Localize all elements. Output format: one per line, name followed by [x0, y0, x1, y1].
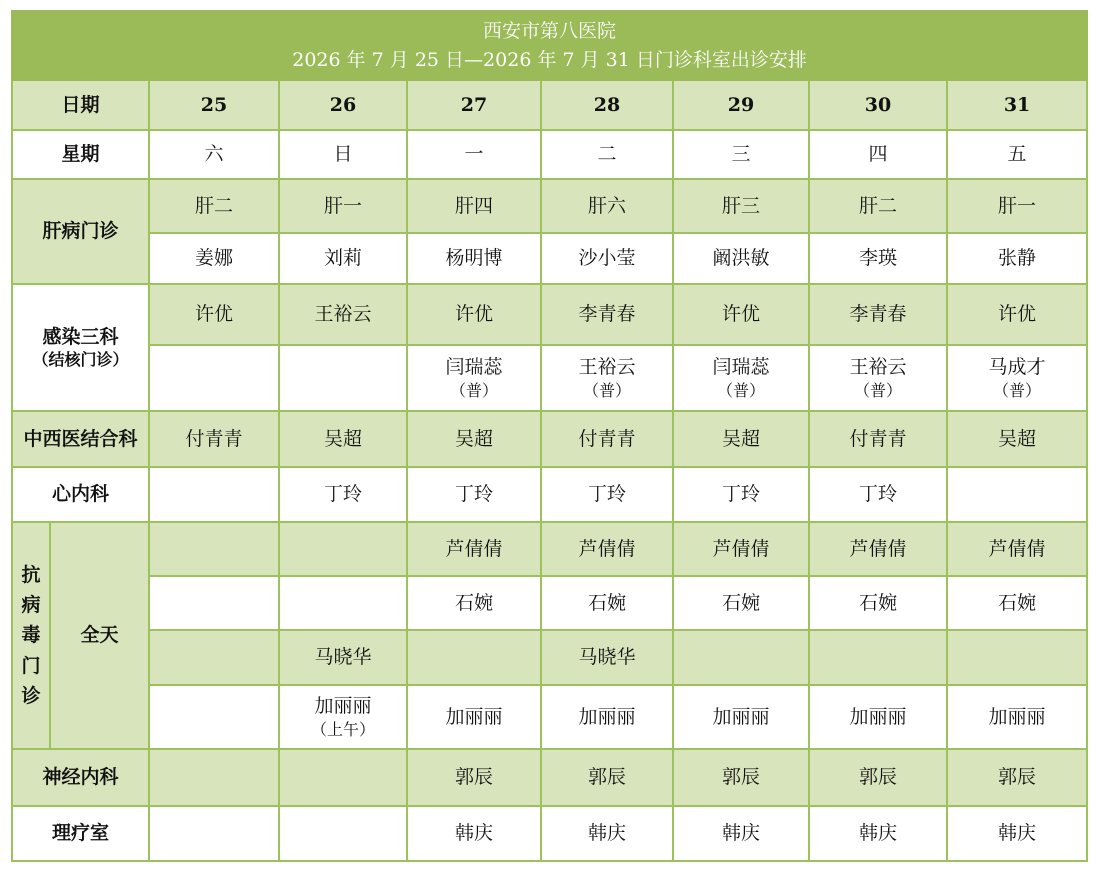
antiviral-doctor-cell: [673, 685, 809, 749]
liver-room-cell: [407, 179, 541, 233]
weekday-label: 星期: [12, 130, 149, 179]
date-cell: [809, 80, 947, 130]
integrative-doctor-cell: [279, 411, 407, 467]
antiviral-doctor-cell: [809, 576, 947, 630]
infection-doctor-cell-note: （普）: [449, 380, 498, 400]
weekday-cell: [279, 130, 407, 179]
dept-neurology: 神经内科: [12, 749, 149, 806]
antiviral-doctor-cell: [947, 522, 1087, 576]
antiviral-doctor-cell: [809, 630, 947, 685]
infection-doctor-cell-text: 许优: [998, 303, 1037, 326]
integrative-doctor-cell: [149, 411, 279, 467]
weekday-cell-text: 三: [731, 143, 751, 166]
integrative-doctor-cell-text: 吴超: [721, 427, 760, 450]
neuro-doctor-cell: [407, 749, 541, 806]
infection-doctor-cell-text: 闫瑞蕊: [712, 356, 770, 378]
antiviral-doctor-cell-text: 加丽丽: [712, 705, 770, 728]
antiviral-doctor-cell: [279, 685, 407, 749]
dept-antiviral-clinic: [12, 522, 50, 749]
infection-doctor-cell: [947, 284, 1087, 345]
liver-doctor-cell-text: 张静: [998, 247, 1037, 270]
page-title: [12, 11, 1087, 80]
antiviral-doctor-cell-text: 马晓华: [314, 646, 372, 669]
neuro-doctor-cell-text: 郭辰: [998, 766, 1037, 789]
neuro-doctor-cell: [279, 749, 407, 806]
antiviral-doctor-cell-text: 石婉: [858, 591, 897, 614]
infection-doctor-cell-text: 王裕云: [314, 303, 372, 326]
infection-doctor-cell: [541, 345, 673, 411]
dept-integrative-medicine: 中西医结合科: [12, 411, 149, 467]
neuro-doctor-cell: [947, 749, 1087, 806]
infection-doctor-cell: [673, 284, 809, 345]
weekday-cell: [947, 130, 1087, 179]
infection-doctor-cell: [407, 284, 541, 345]
weekday-cell: [149, 130, 279, 179]
cardio-doctor-cell-text: 丁玲: [587, 483, 626, 506]
physio-doctor-cell: [673, 806, 809, 861]
neuro-doctor-cell: [809, 749, 947, 806]
liver-doctor-cell: [541, 233, 673, 284]
cardio-doctor-cell: [947, 467, 1087, 522]
integrative-doctor-cell-text: 付青青: [185, 427, 243, 450]
hospital-name: 西安市第八医院: [483, 20, 617, 42]
date-cell: [407, 80, 541, 130]
neuro-doctor-cell-text: 郭辰: [454, 766, 493, 789]
integrative-doctor-cell: [541, 411, 673, 467]
date-label: 日期: [12, 80, 149, 130]
integrative-doctor-cell-text: 吴超: [998, 427, 1037, 450]
infection-doctor-cell-text: 闫瑞蕊: [445, 356, 503, 378]
date-cell: [673, 80, 809, 130]
infection-doctor-cell-note: （普）: [582, 380, 631, 400]
integrative-doctor-cell-text: 付青青: [578, 427, 636, 450]
integrative-doctor-cell-text: 付青青: [849, 427, 907, 450]
antiviral-doctor-cell: [541, 522, 673, 576]
date-cell-text: 26: [329, 93, 357, 116]
infection-doctor-cell-note: （普）: [716, 380, 765, 400]
antiviral-doctor-cell-text: 芦倩倩: [445, 537, 503, 560]
date-cell-text: 30: [864, 93, 892, 116]
cardio-doctor-cell: [541, 467, 673, 522]
antiviral-doctor-cell: [541, 576, 673, 630]
date-cell: [279, 80, 407, 130]
liver-doctor-cell-text: 沙小莹: [578, 247, 636, 270]
integrative-doctor-cell: [673, 411, 809, 467]
cardio-doctor-cell-text: 丁玲: [454, 483, 493, 506]
physio-doctor-cell-text: 韩庆: [858, 822, 897, 845]
integrative-doctor-cell-text: 吴超: [323, 427, 362, 450]
neuro-doctor-cell-text: 郭辰: [721, 766, 760, 789]
antiviral-doctor-cell-text: 石婉: [587, 591, 626, 614]
cardio-doctor-cell: [673, 467, 809, 522]
liver-doctor-cell: [149, 233, 279, 284]
antiviral-doctor-cell: [947, 630, 1087, 685]
schedule-document: [11, 10, 1086, 862]
liver-room-cell: [541, 179, 673, 233]
physio-doctor-cell: [541, 806, 673, 861]
liver-doctor-cell-text: 刘莉: [323, 247, 362, 270]
neuro-doctor-cell-text: 郭辰: [587, 766, 626, 789]
physio-doctor-cell: [407, 806, 541, 861]
neuro-doctor-cell: [541, 749, 673, 806]
infection-doctor-cell: [809, 284, 947, 345]
antiviral-doctor-cell: [149, 522, 279, 576]
dept-antiviral-label: 抗病毒门诊: [21, 563, 41, 708]
antiviral-doctor-cell-text: 石婉: [721, 591, 760, 614]
antiviral-doctor-cell: [673, 630, 809, 685]
antiviral-doctor-cell-text: 加丽丽: [314, 695, 372, 717]
antiviral-doctor-cell: [149, 576, 279, 630]
dept-cardiology: 心内科: [12, 467, 149, 522]
antiviral-doctor-cell: [149, 630, 279, 685]
antiviral-doctor-cell: [407, 685, 541, 749]
date-cell-text: 28: [593, 93, 621, 116]
antiviral-doctor-cell-text: 芦倩倩: [988, 537, 1046, 560]
physio-doctor-cell: [149, 806, 279, 861]
liver-room-cell-text: 肝一: [998, 194, 1037, 217]
antiviral-doctor-cell-text: 芦倩倩: [849, 537, 907, 560]
antiviral-doctor-cell-text: 加丽丽: [988, 705, 1046, 728]
infection-doctor-cell-text: 李青春: [849, 303, 907, 326]
schedule-table: [11, 10, 1088, 862]
physio-doctor-cell-text: 韩庆: [454, 822, 493, 845]
neuro-doctor-cell: [673, 749, 809, 806]
cardio-doctor-cell: [407, 467, 541, 522]
antiviral-doctor-cell: [809, 685, 947, 749]
weekday-cell-text: 五: [1007, 143, 1027, 166]
neuro-doctor-cell-text: 郭辰: [858, 766, 897, 789]
cardio-doctor-cell: [809, 467, 947, 522]
date-cell: [947, 80, 1087, 130]
weekday-cell: [673, 130, 809, 179]
neuro-doctor-cell: [149, 749, 279, 806]
infection-doctor-cell: [149, 345, 279, 411]
dept-infection-3-sublabel: （结核门诊）: [32, 350, 129, 370]
infection-doctor-cell-text: 马成才: [988, 356, 1046, 378]
infection-doctor-cell-text: 王裕云: [578, 356, 636, 378]
liver-doctor-cell-text: 阚洪敏: [712, 247, 770, 270]
physio-doctor-cell: [809, 806, 947, 861]
schedule-period: 2026 年 7 月 25 日—2026 年 7 月 31 日门诊科室出诊安排: [292, 48, 807, 71]
cardio-doctor-cell-text: 丁玲: [323, 483, 362, 506]
dept-physiotherapy: 理疗室: [12, 806, 149, 861]
physio-doctor-cell: [947, 806, 1087, 861]
physio-doctor-cell-text: 韩庆: [587, 822, 626, 845]
antiviral-doctor-cell: [947, 685, 1087, 749]
antiviral-doctor-cell: [149, 685, 279, 749]
integrative-doctor-cell: [407, 411, 541, 467]
infection-doctor-cell-text: 许优: [454, 303, 493, 326]
antiviral-doctor-cell: [407, 630, 541, 685]
antiviral-doctor-cell: [673, 522, 809, 576]
antiviral-doctor-cell-text: 石婉: [998, 591, 1037, 614]
antiviral-doctor-cell-text: 马晓华: [578, 646, 636, 669]
antiviral-doctor-cell: [407, 522, 541, 576]
antiviral-doctor-cell: [809, 522, 947, 576]
liver-doctor-cell: [947, 233, 1087, 284]
date-cell: [149, 80, 279, 130]
weekday-cell-text: 四: [868, 143, 888, 166]
infection-doctor-cell-text: 许优: [194, 303, 233, 326]
liver-doctor-cell-text: 李瑛: [858, 247, 897, 270]
liver-room-cell-text: 肝四: [454, 194, 493, 217]
physio-doctor-cell-text: 韩庆: [721, 822, 760, 845]
infection-doctor-cell-text: 李青春: [578, 303, 636, 326]
antiviral-doctor-cell-text: 芦倩倩: [712, 537, 770, 560]
liver-doctor-cell: [673, 233, 809, 284]
liver-room-cell-text: 肝二: [858, 194, 897, 217]
infection-doctor-cell: [279, 345, 407, 411]
liver-room-cell-text: 肝六: [587, 194, 626, 217]
date-cell-text: 31: [1003, 93, 1031, 116]
antiviral-doctor-cell-note: （上午）: [310, 719, 375, 739]
liver-room-cell: [809, 179, 947, 233]
dept-liver-clinic: 肝病门诊: [12, 179, 149, 284]
antiviral-doctor-cell: [279, 630, 407, 685]
infection-doctor-cell: [673, 345, 809, 411]
infection-doctor-cell-note: （普）: [853, 380, 902, 400]
antiviral-doctor-cell-text: 加丽丽: [445, 705, 503, 728]
liver-doctor-cell-text: 杨明博: [445, 247, 503, 270]
liver-doctor-cell: [407, 233, 541, 284]
cardio-doctor-cell: [149, 467, 279, 522]
liver-room-cell-text: 肝二: [194, 194, 233, 217]
cardio-doctor-cell: [279, 467, 407, 522]
infection-doctor-cell-text: 许优: [721, 303, 760, 326]
liver-doctor-cell: [279, 233, 407, 284]
date-cell-text: 25: [200, 93, 228, 116]
liver-room-cell: [149, 179, 279, 233]
antiviral-doctor-cell-text: 石婉: [454, 591, 493, 614]
antiviral-doctor-cell: [947, 576, 1087, 630]
weekday-cell: [809, 130, 947, 179]
date-cell: [541, 80, 673, 130]
liver-room-cell-text: 肝一: [323, 194, 362, 217]
antiviral-doctor-cell-text: 加丽丽: [578, 705, 636, 728]
physio-doctor-cell-text: 韩庆: [998, 822, 1037, 845]
antiviral-fullday-label: 全天: [50, 522, 149, 749]
antiviral-doctor-cell: [279, 576, 407, 630]
cardio-doctor-cell-text: 丁玲: [721, 483, 760, 506]
liver-room-cell: [947, 179, 1087, 233]
antiviral-doctor-cell-text: 加丽丽: [849, 705, 907, 728]
liver-doctor-cell: [809, 233, 947, 284]
integrative-doctor-cell: [809, 411, 947, 467]
integrative-doctor-cell-text: 吴超: [454, 427, 493, 450]
infection-doctor-cell-text: 王裕云: [849, 356, 907, 378]
antiviral-doctor-cell: [673, 576, 809, 630]
integrative-doctor-cell: [947, 411, 1087, 467]
weekday-cell: [541, 130, 673, 179]
antiviral-doctor-cell-text: 芦倩倩: [578, 537, 636, 560]
dept-infection-3-label: 感染三科: [42, 325, 119, 348]
weekday-cell: [407, 130, 541, 179]
infection-doctor-cell: [279, 284, 407, 345]
weekday-cell-text: 日: [333, 143, 353, 166]
antiviral-doctor-cell: [279, 522, 407, 576]
cardio-doctor-cell-text: 丁玲: [858, 483, 897, 506]
physio-doctor-cell: [279, 806, 407, 861]
dept-infection-3: [12, 284, 149, 411]
date-cell-text: 27: [460, 93, 488, 116]
liver-room-cell: [279, 179, 407, 233]
infection-doctor-cell: [149, 284, 279, 345]
weekday-cell-text: 一: [464, 143, 484, 166]
weekday-cell-text: 六: [204, 143, 224, 166]
liver-room-cell: [673, 179, 809, 233]
antiviral-doctor-cell: [407, 576, 541, 630]
infection-doctor-cell: [407, 345, 541, 411]
weekday-cell-text: 二: [597, 143, 617, 166]
antiviral-doctor-cell: [541, 685, 673, 749]
infection-doctor-cell: [541, 284, 673, 345]
date-cell-text: 29: [727, 93, 755, 116]
antiviral-doctor-cell: [541, 630, 673, 685]
liver-room-cell-text: 肝三: [721, 194, 760, 217]
infection-doctor-cell: [809, 345, 947, 411]
infection-doctor-cell-note: （普）: [993, 380, 1042, 400]
infection-doctor-cell: [947, 345, 1087, 411]
liver-doctor-cell-text: 姜娜: [194, 247, 233, 270]
